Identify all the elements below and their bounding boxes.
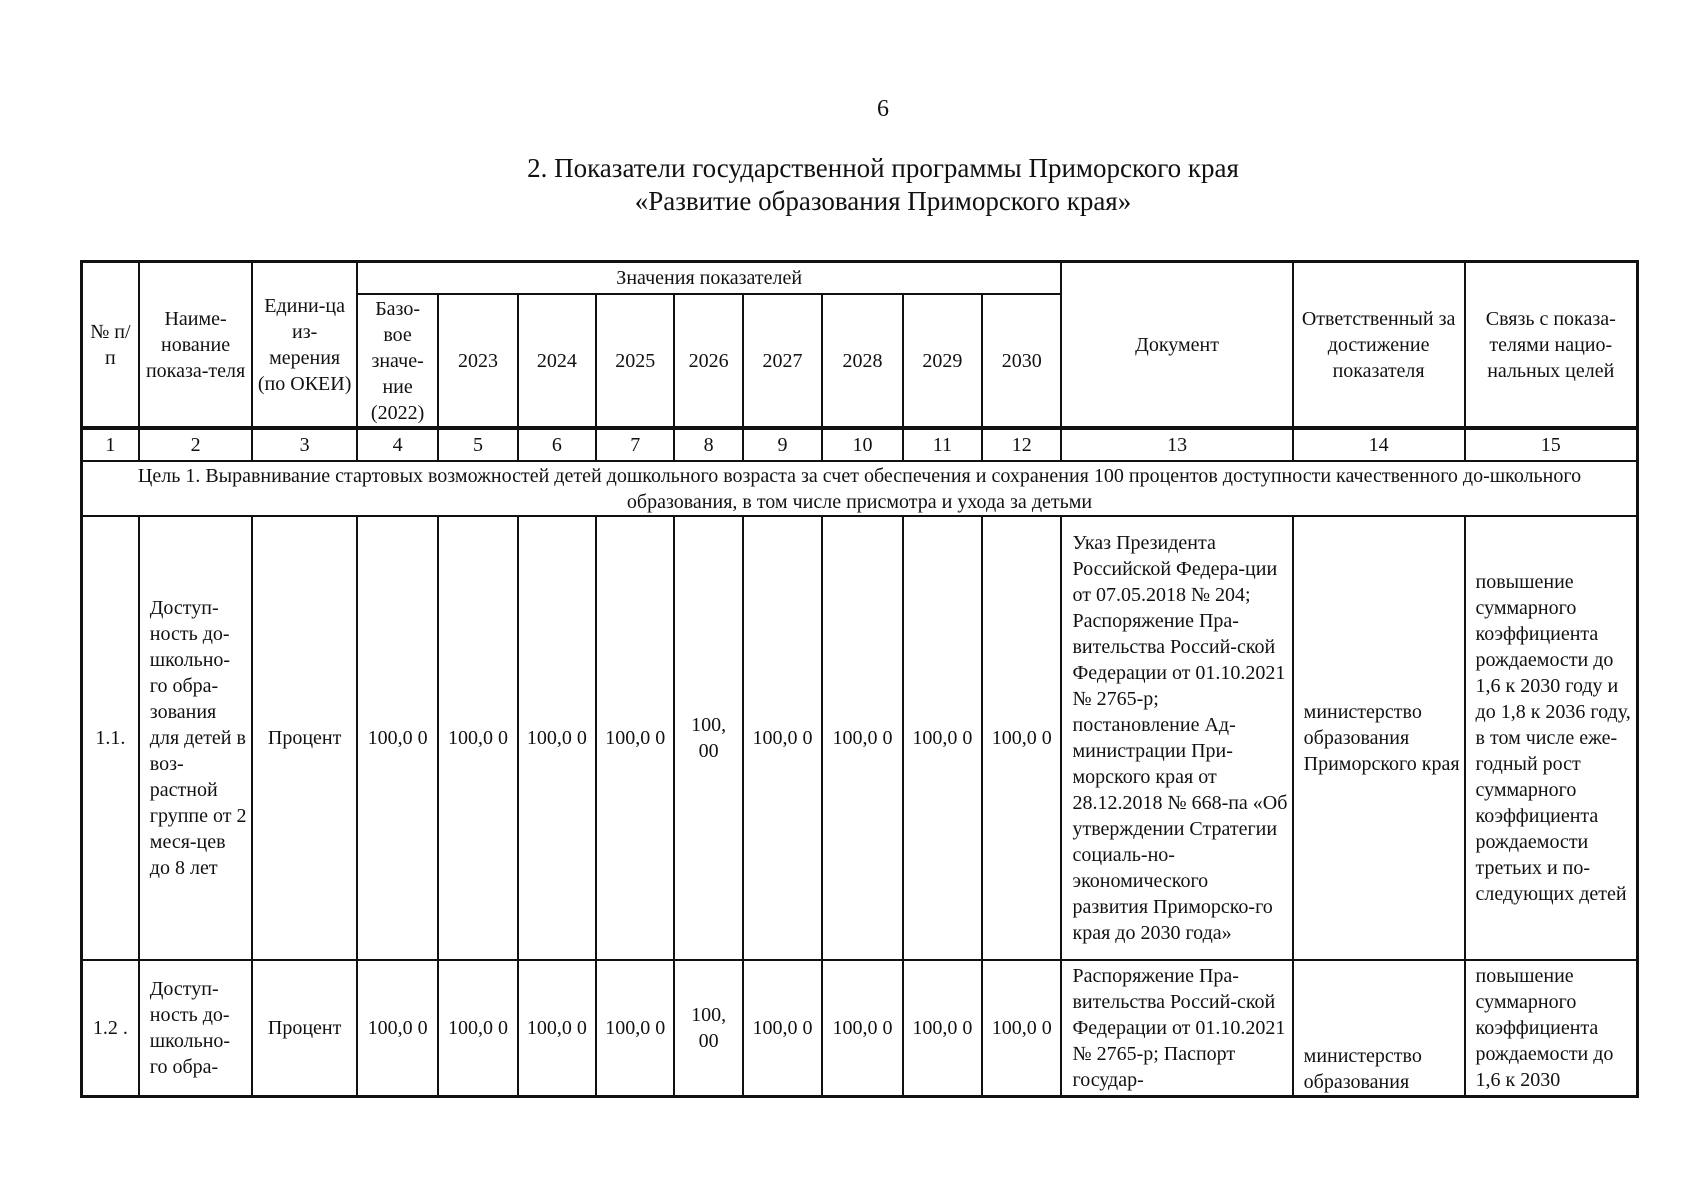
header-base: Базо-вое значе-ние (2022) [357,294,438,428]
header-year: 2026 [674,294,742,428]
row-link: повышение суммарного коэффициента рождаемости до 1,6 к 2030 году и до 1,8 к 2036 году, в том числе еже-годный рост суммарного коэффициента рождаемости третьих и по-следующих детей [1465,516,1638,960]
page-number: 6 [877,96,889,122]
header-name: Наиме-нование показа-теля [139,262,253,429]
header-year: 2030 [982,294,1061,428]
row-unit: Процент [252,960,357,1097]
header-year: 2024 [518,294,596,428]
header-year: 2029 [903,294,982,428]
column-number: 9 [743,428,822,461]
table-row [82,960,1638,1097]
row-document: Распоряжение Пра-вительства Россий-ской Федерации от 01.10.2021 № 2765-р; Паспорт государ- [1061,960,1292,1097]
header-year: 2025 [596,294,674,428]
title-line-1: 2. Показатели государственной программы Приморского края [527,153,1239,183]
row-value-base: 100,0 0 [357,960,438,1097]
row-value: 100,0 0 [822,516,902,960]
header-year: 2023 [438,294,517,428]
row-value: 100,0 0 [596,960,674,1097]
table-row [82,516,1638,960]
row-num: 1.2 . [82,960,139,1097]
row-value: 100,0 0 [903,960,982,1097]
column-number: 7 [596,428,674,461]
indicators-table [80,260,1639,1098]
column-number: 2 [139,428,253,461]
row-value: 100,0 0 [903,516,982,960]
document-title [0,152,1696,218]
row-value: 100,0 0 [822,960,902,1097]
column-number-row [82,428,1638,461]
row-responsible: министерство образования Приморского края [1293,516,1465,960]
header-unit: Едини-ца из-мерения (по ОКЕИ) [252,262,357,429]
column-number: 10 [822,428,902,461]
row-name: Доступ-ность до-школьно-го обра- [139,960,253,1097]
header-num: № п/п [82,262,139,429]
column-number: 5 [438,428,517,461]
column-number: 13 [1061,428,1292,461]
row-document: Указ Президента Российской Федера-ции от 07.05.2018 № 204; Распоряжение Пра-вительства Россий-ской Федерации от 01.10.2021 № 2765-р; постановление Ад-министрации При-морского края от 28.12.2018 № 668-па «Об утверждении Стратегии социаль-но-экономического развития Приморско-го края до 2030 года» [1061,516,1292,960]
header-responsible: Ответственный за достижение показателя [1293,262,1465,429]
row-value: 100,0 0 [518,516,596,960]
column-number: 4 [357,428,438,461]
row-value: 100,0 0 [982,516,1061,960]
row-value: 100,0 0 [438,960,517,1097]
header-year: 2027 [743,294,822,428]
header-year: 2028 [822,294,902,428]
row-value: 100,0 0 [743,960,822,1097]
row-value-base: 100,0 0 [357,516,438,960]
row-value: 100,0 0 [438,516,517,960]
goal-text: Цель 1. Выравнивание стартовых возможностей детей дошкольного возраста за счет обеспечения и сохранения 100 процентов доступности качественного до-школьного образования, в том числе присмотра и ухода за детьми [82,461,1638,516]
row-value: 100,0 0 [743,516,822,960]
goal-row [82,461,1638,516]
header-document: Документ [1061,262,1292,429]
row-responsible: министерство образования [1293,960,1465,1097]
header-link: Связь с показа-телями нацио-нальных целей [1465,262,1638,429]
column-number: 14 [1293,428,1465,461]
header-values-group: Значения показателей [357,262,1062,295]
column-number: 12 [982,428,1061,461]
row-name: Доступ-ность до-школьно-го обра-зования для детей в воз-растной группе от 2 меся-цев до 8 лет [139,516,253,960]
column-number: 15 [1465,428,1638,461]
row-value: 100,0 0 [596,516,674,960]
row-value: 100, 00 [674,960,742,1097]
row-link: повышение суммарного коэффициента рождаемости до 1,6 к 2030 [1465,960,1638,1097]
column-number: 3 [252,428,357,461]
row-value: 100,0 0 [518,960,596,1097]
column-number: 11 [903,428,982,461]
title-line-2: «Развитие образования Приморского края» [634,186,1132,216]
column-number: 6 [518,428,596,461]
row-unit: Процент [252,516,357,960]
row-value: 100,0 0 [982,960,1061,1097]
row-value: 100, 00 [674,516,742,960]
column-number: 1 [82,428,139,461]
column-number: 8 [674,428,742,461]
row-num: 1.1. [82,516,139,960]
